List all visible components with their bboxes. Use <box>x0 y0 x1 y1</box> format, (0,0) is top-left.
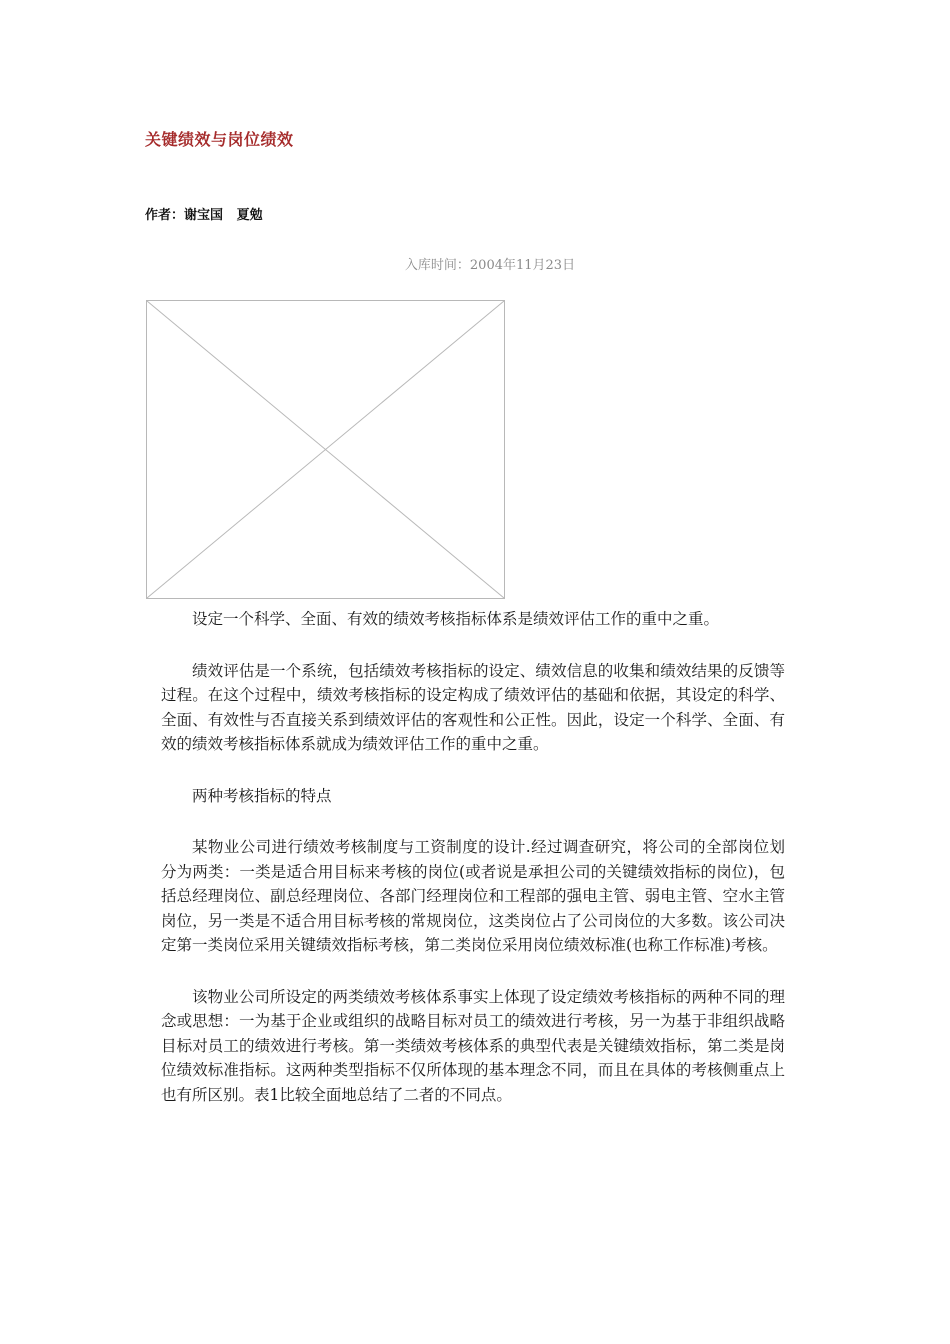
article-author: 作者：谢宝国 夏勉 <box>145 208 263 223</box>
article-paragraph: 某物业公司进行绩效考核制度与工资制度的设计.经过调查研究，将公司的全部岗位划分为两类：一类是适合用目标来考核的岗位(或者说是承担公司的关键绩效指标的岗位)，包括总经理岗位、副总经理岗位、各部门经理岗位和工程部的强电主管、弱电主管、空水主管岗位，另一类是不适合用目标考核的常规岗位，这类岗位占了公司岗位的大多数。该公司决定第一类岗位采用关键绩效指标考核，第二类岗位采用岗位绩效标准(也称工作标准)考核。 <box>161 838 785 954</box>
article-title: 关键绩效与岗位绩效 <box>145 130 294 149</box>
article-paragraph: 设定一个科学、全面、有效的绩效考核指标体系是绩效评估工作的重中之重。 <box>192 610 720 628</box>
article-paragraph: 该物业公司所设定的两类绩效考核体系事实上体现了设定绩效考核指标的两种不同的理念或思想：一为基于企业或组织的战略目标对员工的绩效进行考核，另一为基于非组织战略目标对员工的绩效进行考核。第一类绩效考核体系的典型代表是关键绩效指标，第二类是岗位绩效标准指标。这两种类型指标不仅所体现的基本理念不同，而且在具体的考核侧重点上也有所区别。表1比较全面地总结了二者的不同点。 <box>161 987 785 1104</box>
broken-image-cross-icon <box>147 301 504 598</box>
section-heading: 两种考核指标的特点 <box>192 786 332 805</box>
article-paragraph: 绩效评估是一个系统，包括绩效考核指标的设定、绩效信息的收集和绩效结果的反馈等过程。在这个过程中，绩效考核指标的设定构成了绩效评估的基础和依据，其设定的科学、全面、有效性与否直接关系到绩效评估的客观性和公正性。因此，设定一个科学、全面、有效的绩效考核指标体系就成为绩效评估工作的重中之重。 <box>161 661 785 753</box>
broken-image-placeholder <box>146 300 505 599</box>
article-date: 入库时间：2004年11月23日 <box>404 258 576 273</box>
article-body <box>161 607 785 1134</box>
